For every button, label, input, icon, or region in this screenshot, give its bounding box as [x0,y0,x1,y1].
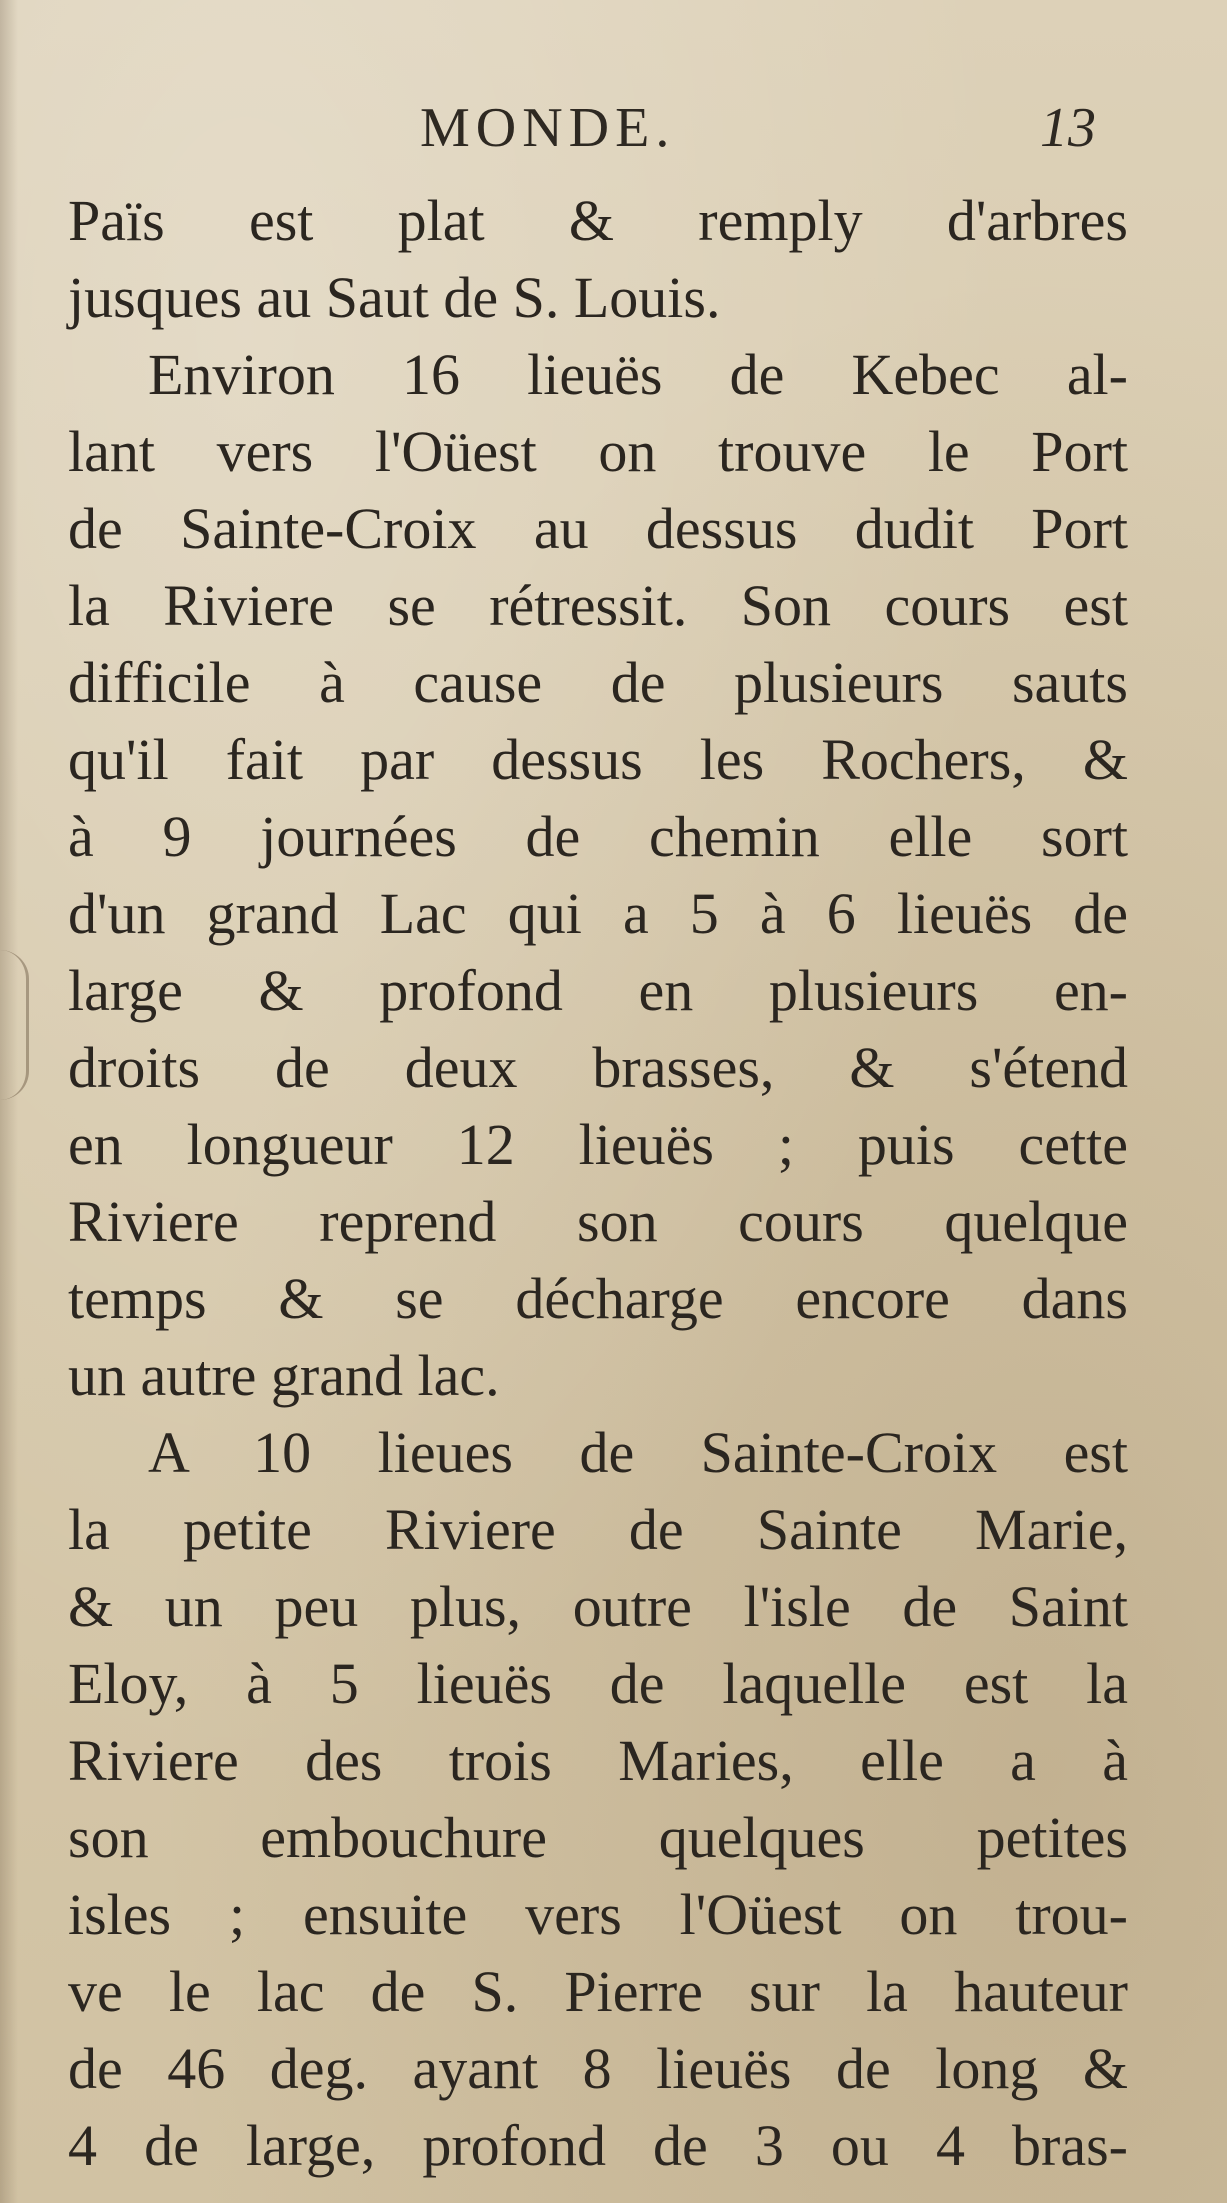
page-header [0,96,1227,176]
text-line: large & profond en plusieurs en- [68,958,1128,1023]
text-line: Riviere reprend son cours quelque [68,1189,1128,1254]
text-line: de 46 deg. ayant 8 lieuës de long & [68,2036,1128,2101]
text-line: Païs est plat & remply d'arbres [68,188,1128,253]
text-line: jusques au Saut de S. Louis. [68,265,721,330]
body-text [68,182,1128,2184]
text-line: son embouchure quelques petites [68,1805,1128,1870]
running-head: MONDE. [420,97,676,159]
text-line: à 9 journées de chemin elle sort [68,804,1128,869]
text-line: la petite Riviere de Sainte Marie, [68,1497,1128,1562]
page-gutter-shadow [0,0,18,2203]
text-line: droits de deux brasses, & s'étend [68,1035,1128,1100]
text-line: & un peu plus, outre l'isle de Saint [68,1574,1128,1639]
text-line: un autre grand lac. [68,1343,500,1408]
text-line: la Riviere se rétressit. Son cours est [68,573,1128,638]
text-line: difficile à cause de plusieurs sauts [68,650,1128,715]
text-line: 4 de large, profond de 3 ou 4 bras- [68,2113,1128,2178]
text-line: A 10 lieues de Sainte-Croix est [148,1420,1128,1485]
text-line: en longueur 12 lieuës ; puis cette [68,1112,1128,1177]
page-number: 13 [1040,97,1096,159]
text-line: qu'il fait par dessus les Rochers, & [68,727,1128,792]
text-line: temps & se décharge encore dans [68,1266,1128,1331]
text-line: Riviere des trois Maries, elle a à [68,1728,1128,1793]
text-line: de Sainte-Croix au dessus dudit Port [68,496,1128,561]
text-line: ve le lac de S. Pierre sur la hauteur [68,1959,1128,2024]
text-line: Eloy, à 5 lieuës de laquelle est la [68,1651,1128,1716]
text-line: lant vers l'Oüest on trouve le Port [68,419,1128,484]
page-stain [0,950,29,1100]
text-line: d'un grand Lac qui a 5 à 6 lieuës de [68,881,1128,946]
text-line: Environ 16 lieuës de Kebec al- [148,342,1128,407]
text-line: isles ; ensuite vers l'Oüest on trou- [68,1882,1128,1947]
